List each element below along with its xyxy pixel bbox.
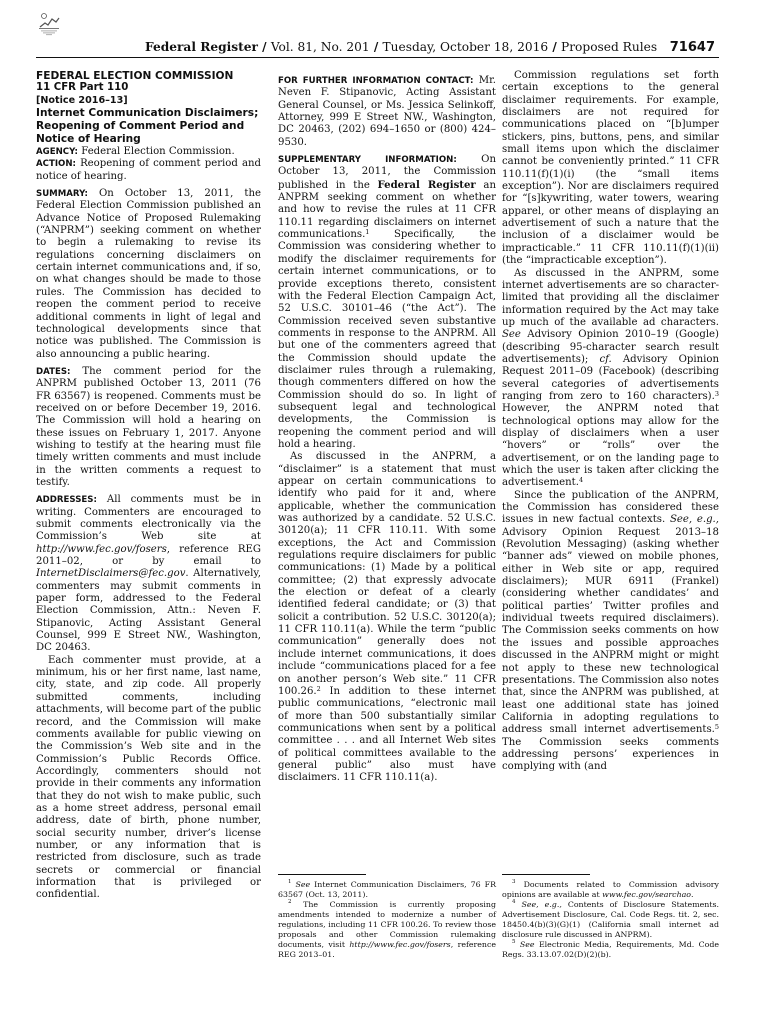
section-name: Proposed Rules <box>561 40 658 54</box>
addresses-text: All comments must be in writing. Commenters are encouraged to submit comments electronically via the Commission’s Web site at <box>36 494 262 543</box>
see-signal: See <box>502 329 521 341</box>
character-limit-paragraph <box>502 268 719 490</box>
footnote-4 <box>502 900 719 940</box>
footnotes-column-3 <box>502 866 719 960</box>
footnote-3-num: 3 <box>512 879 516 885</box>
footnotes-column-2 <box>278 866 496 960</box>
dates-label: DATES: <box>36 366 71 377</box>
supplementary-text-3: Specifically, the Commission was considering whether to modify the disclaimer requirements for certain internet communications, or to provide exceptions thereto, consistent with the Federal Election Campaign Act, 52 U.S.C. 30101–46 (“the Act”). The Commission received seven substantive comments in response to the ANPRM. All but one of the commenters agreed that the Commission should update the disclaimer rules through a rulemaking, though commenters differed on how the Commission should do so. In light of subsequent legal and technological developments, the Commission is reopening the comment period and will hold a hearing. <box>278 229 496 450</box>
document-title: Internet Communication Disclaimers; Reopening of Comment Period and Notice of Hearing <box>36 107 259 146</box>
footnote-5-num: 5 <box>512 939 516 945</box>
federal-register-ref: Federal Register <box>377 178 476 191</box>
new-contexts-text: Since the publication of the ANPRM, the Commission has considered these issues in new factual contexts. <box>502 489 719 526</box>
footnote-ref-3[interactable]: 3 <box>714 389 719 398</box>
character-limit-text-3: Advisory Opinion Request 2011–09 (Facebook) (describing several categories of advertisements ranging from zero to 160 characters). <box>502 353 720 402</box>
agency-label: AGENCY: <box>36 147 78 158</box>
contact-text: Mr. Neven F. Stipanovic, Acting Assistant General Counsel, or Ms. Jessica Selinkoff, Attorney, 999 E Street NW., Washington, DC 20463, (202) 694–1650 or (800) 424–9530. <box>278 75 497 148</box>
addresses-text-2: , reference REG 2011–02, or by email to <box>36 543 261 568</box>
footnote-2-text-2: , reference REG 2013–01. <box>278 940 496 959</box>
footnote-rule-3 <box>502 874 590 875</box>
page-number: 71647 <box>669 40 715 55</box>
footnote-1-em: See <box>295 880 311 889</box>
cfr-part: 11 CFR Part 110 <box>36 82 129 94</box>
running-header: Federal Register / Vol. 81, No. 201 / Tuesday, October 18, 2016 / Proposed Rules 71647 <box>145 40 715 55</box>
fosers-link[interactable]: http://www.fec.gov/fosers <box>36 543 167 555</box>
gpo-authentication-seal <box>36 10 62 36</box>
disclaimer-text-2: In addition to these internet public communications, “electronic mail of more than 500 substantially similar communications when sent by a political committee . . . and all Internet Web sites of political committees available to the general public” also must have disclaimers. 11 CFR 110.11(a). <box>278 685 496 784</box>
new-contexts-paragraph <box>502 490 719 774</box>
footnote-2-text: The Commission is currently proposing amendments intended to modernize a number of regulations, including 11 CFR 100.26. To review those proposals and other Commission rulemaking documents, visit <box>278 900 496 949</box>
journal-name: Federal Register <box>145 40 258 54</box>
action-label: ACTION: <box>36 159 76 170</box>
character-limit-text: As discussed in the ANPRM, some internet advertisements are so character-limited that providing all the disclaimer information required by the Act may take up much of the available ad characters. <box>502 267 719 328</box>
footnote-rule <box>278 874 366 875</box>
footnote-1-num: 1 <box>288 879 292 885</box>
contact-section <box>278 75 496 149</box>
footnote-5 <box>502 940 719 960</box>
header-rule <box>36 57 719 58</box>
email-link[interactable]: InternetDisclaimers@fec.gov <box>36 568 186 580</box>
footnote-ref-1[interactable]: 1 <box>365 228 370 237</box>
footnote-2-num: 2 <box>288 899 292 905</box>
footnote-3-link[interactable]: www.fec.gov/searchao <box>602 890 692 899</box>
agency-section <box>36 146 261 158</box>
agency-heading: FEDERAL ELECTION COMMISSION <box>36 70 234 82</box>
footnote-4-num: 4 <box>512 899 516 905</box>
action-text: Reopening of comment period and notice of hearing. <box>36 158 261 182</box>
summary-text: On October 13, 2011, the Federal Election Commission published an Advance Notice of Proposed Rulemaking (“ANPRM”) seeking comment on whether to begin a rulemaking to revise its regulations concerning disclaimers on certain internet communications and, if so, on what changes should be made to those rules. The Commission has decided to reopen the comment period to receive additional comments in light of legal and technological developments since that notice was published. The Commission is also announcing a public hearing. <box>36 188 261 360</box>
addresses-label: ADDRESSES: <box>36 495 97 506</box>
summary-section <box>36 188 261 361</box>
column-3 <box>502 70 719 774</box>
footnote-ref-4[interactable]: 4 <box>578 476 584 485</box>
disclaimer-text: As discussed in the ANPRM, a “disclaimer” is a statement that must appear on certain communications to identify who paid for it and, where applicable, whether the communication was authorized by a candidate. 52 U.S.C. 30120(a); 11 CFR 110.11. With some exceptions, the Act and Commission regulations require disclaimers for public communications: (1) Made by a political committee; (2) that expressly advocate the election or defeat of a clearly identified federal candidate; or (3) that solicit a contribution. 52 U.S.C. 30120(a); 11 CFR 110.11(a). While the term “public communication” generally does not include internet communications, it does include “communications placed for a fee on another person’s Web site.” 11 CFR 100.26. <box>278 451 496 697</box>
footnote-3-text-2: . <box>691 890 694 899</box>
footnote-ref-5[interactable]: 5 <box>714 723 719 732</box>
summary-label: SUMMARY: <box>36 189 88 200</box>
footnote-2-link[interactable]: http://www.fec.gov/fosers <box>349 940 451 949</box>
footnote-5-text: Electronic Media, Requirements, Md. Code Regs. 33.13.07.02(D)(2)(b). <box>502 940 719 959</box>
supplementary-text-2: an ANPRM seeking comment on whether and how to revise the rules at 11 CFR 110.11 regarding disclaimers on internet communications. <box>278 179 496 241</box>
supplementary-section <box>278 154 496 451</box>
footnote-4-text: Contents of Disclosure Statements. Advertisement Disclosure, Cal. Code Regs. tit. 2, sec. 18450.4(b)(3)(G)(1) (California small internet ad disclosure rule discussed in ANPRM). <box>502 900 719 939</box>
footnote-ref-2[interactable]: 2 <box>316 684 321 693</box>
addresses-text-3: . Alternatively, commenters may submit comments in paper form, addressed to the Federal Election Commission, Attn.: Neven F. Stipanovic, Acting Assistant General Counsel, 999 E Street NW., Washington, DC 20463. <box>36 568 261 654</box>
issue-date: Tuesday, October 18, 2016 <box>382 40 549 54</box>
cf-signal: cf. <box>599 353 612 365</box>
dates-text: The comment period for the ANPRM published October 13, 2011 (76 FR 63567) is reopened. Comments must be received on or before December 19, 2016. The Commission will hold a hearing on these issues on February 1, 2017. Anyone wishing to testify at the hearing must file timely written comments and must include in the written comments a request to testify. <box>36 365 261 488</box>
new-contexts-text-2: Advisory Opinion Request 2013–18 (Revolution Messaging) (asking whether “banner ads” viewed on mobile phones, either in Web site or app, required disclaimers); MUR 6911 (Frankel) (considering whether candidates’ and political parties’ Twitter profiles and individual tweets required disclaimers). The Commission seeks comments on how the issues and possible approaches discussed in the ANPRM might or might not apply to these new technological presentations. The Commission also notes that, since the ANPRM was published, at least one additional state has joined California in adopting regulations to address small internet advertisements. <box>502 526 719 736</box>
footnote-5-em: See <box>519 940 535 949</box>
see-eg-signal: See, e.g., <box>669 514 719 526</box>
dates-section <box>36 366 261 489</box>
contact-label: FOR FURTHER INFORMATION CONTACT: <box>278 76 474 86</box>
column-2 <box>278 70 496 785</box>
notice-number: [Notice 2016–13] <box>36 94 128 106</box>
agency-text: Federal Election Commission. <box>81 146 235 158</box>
footnote-3 <box>502 880 719 900</box>
footnote-3-text: Documents related to Commission advisory opinions are available at <box>502 880 719 899</box>
new-contexts-text-3: The Commission seeks comments addressing persons’ experiences in complying with (and <box>502 736 719 773</box>
character-limit-text-2: Advisory Opinion 2010–19 (Google) (describing 95-character search result advertisements); <box>502 329 720 365</box>
each-commenter-paragraph: Each commenter must provide, at a minimum, his or her first name, last name, city, state, and zip code. All properly submitted comments, including attachments, will become part of the public record, and the Commission will make comments available for public viewing on the Commission’s Web site and in the Commission’s Public Records Office. Accordingly, commenters should not provide in their comments any information that they do not wish to make public, such as a home street address, personal email address, date of birth, phone number, social security number, driver’s license number, or any information that is restricted from disclosure, such as trade secrets or commercial or financial information that is privileged or confidential. <box>36 654 261 901</box>
column-1 <box>36 70 261 902</box>
addresses-section <box>36 494 261 654</box>
exceptions-paragraph: Commission regulations set forth certain exceptions to the general disclaimer requirements. For example, disclaimers are not required for communications placed on “[b]umper stickers, pins, buttons, pens, and similar small items upon which the disclaimer cannot be conveniently printed.” 11 CFR 110.11(f)(1)(i) (the “small items exception”). Nor are disclaimers required for “[s]kywriting, water towers, wearing apparel, or other means of displaying an advertisement of such a nature that the inclusion of a disclaimer would be impracticable.” 11 CFR 110.11(f)(1)(ii) (the “impracticable exception”). <box>502 70 719 267</box>
footnote-4-em: See, e.g., <box>521 900 562 909</box>
issue-info: Vol. 81, No. 201 <box>270 40 370 54</box>
action-section <box>36 158 261 183</box>
disclaimer-paragraph <box>278 451 496 784</box>
character-limit-text-4: However, the ANPRM noted that technological options may allow for the display of disclaimers when a user “hovers” or “rolls” over the advertisement, or on the landing page to which the user is taken after clicking the advertisement. <box>502 403 719 489</box>
footnote-2 <box>278 900 496 960</box>
footnote-1-text: Internet Communication Disclaimers, 76 FR 63567 (Oct. 13, 2011). <box>278 880 496 899</box>
footnote-1 <box>278 880 496 900</box>
supplementary-label: SUPPLEMENTARY INFORMATION: <box>278 155 457 166</box>
supplementary-text: On October 13, 2011, the Commission published in the <box>278 154 496 191</box>
